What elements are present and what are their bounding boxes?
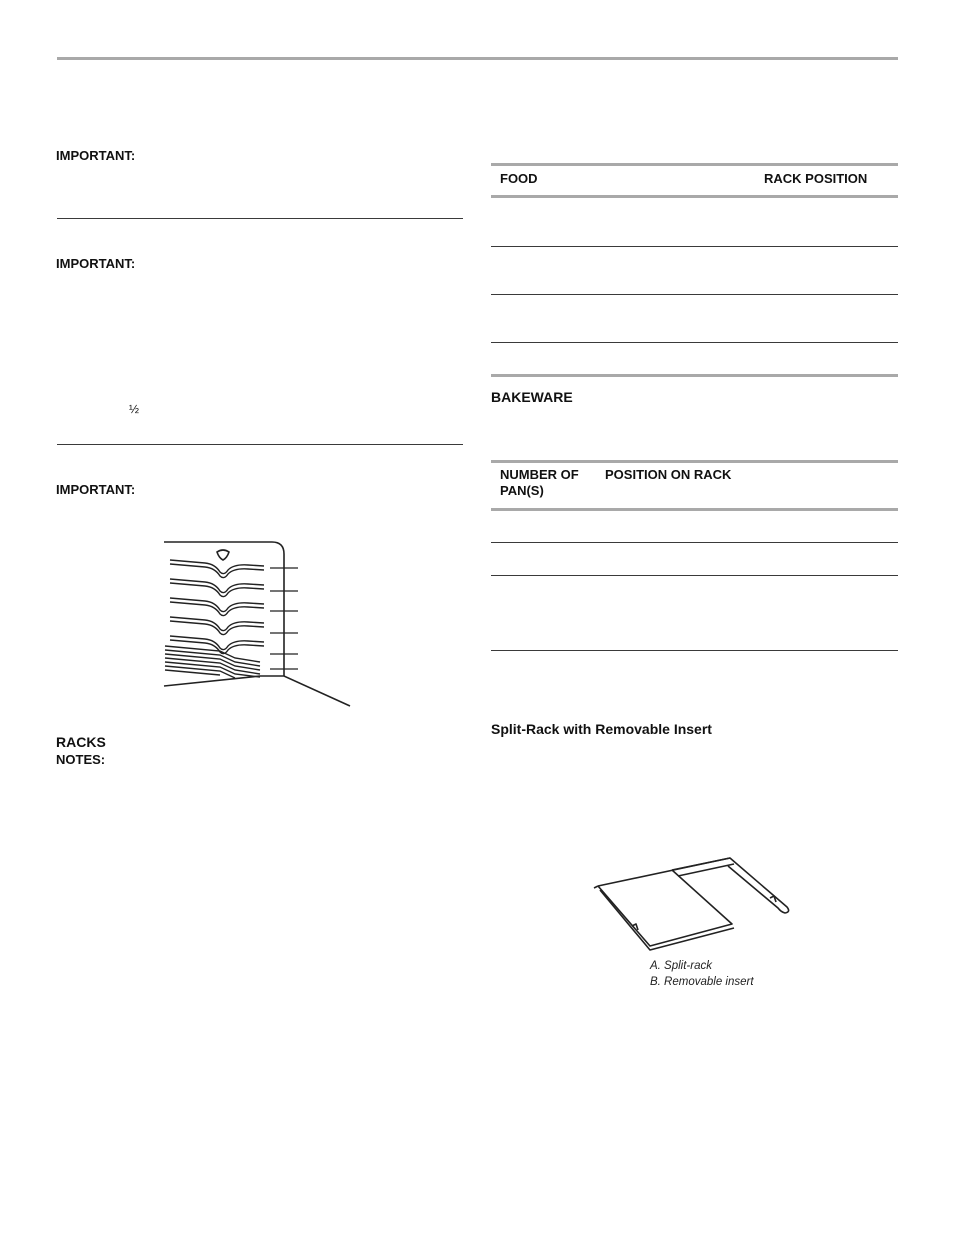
half-fraction: ½ — [129, 402, 140, 416]
split-rack-illustration — [592, 852, 797, 952]
bakeware-table-bottom-rule — [491, 650, 898, 651]
bakeware-heading: BAKEWARE — [491, 389, 573, 405]
split-rack-heading: Split-Rack with Removable Insert — [491, 721, 712, 737]
bakeware-table-row-rule-1 — [491, 542, 898, 543]
bakeware-table-row-rule-2 — [491, 575, 898, 576]
caption-split-rack: A. Split-rack — [650, 960, 712, 972]
important-label-2: IMPORTANT: — [56, 256, 136, 271]
section-divider-1 — [57, 218, 463, 219]
bakeware-table-header-rule — [491, 508, 898, 511]
bakeware-table-top-rule — [491, 460, 898, 463]
important-label-1: IMPORTANT: — [56, 148, 136, 163]
rack-table-top-rule — [491, 163, 898, 166]
notes-label: NOTES: — [56, 752, 106, 767]
bakeware-header-position: POSITION ON RACK — [605, 467, 732, 482]
section-divider-2 — [57, 444, 463, 445]
rack-table-header-food: FOOD — [500, 171, 538, 186]
bakeware-header-number-line2: PAN(S) — [500, 483, 544, 498]
important-label-3: IMPORTANT: — [56, 482, 136, 497]
racks-heading: RACKS — [56, 734, 106, 750]
rack-table-row-rule-3 — [491, 342, 898, 343]
top-rule — [57, 57, 898, 60]
rack-table-header-rule — [491, 195, 898, 198]
rack-table-header-rack-position: RACK POSITION — [764, 171, 868, 186]
rack-table-row-rule-2 — [491, 294, 898, 295]
caption-removable-insert: B. Removable insert — [650, 976, 754, 988]
oven-rack-positions-illustration — [160, 536, 355, 711]
rack-table-row-rule-1 — [491, 246, 898, 247]
rack-table-bottom-rule — [491, 374, 898, 377]
bakeware-header-number-line1: NUMBER OF — [500, 467, 579, 482]
